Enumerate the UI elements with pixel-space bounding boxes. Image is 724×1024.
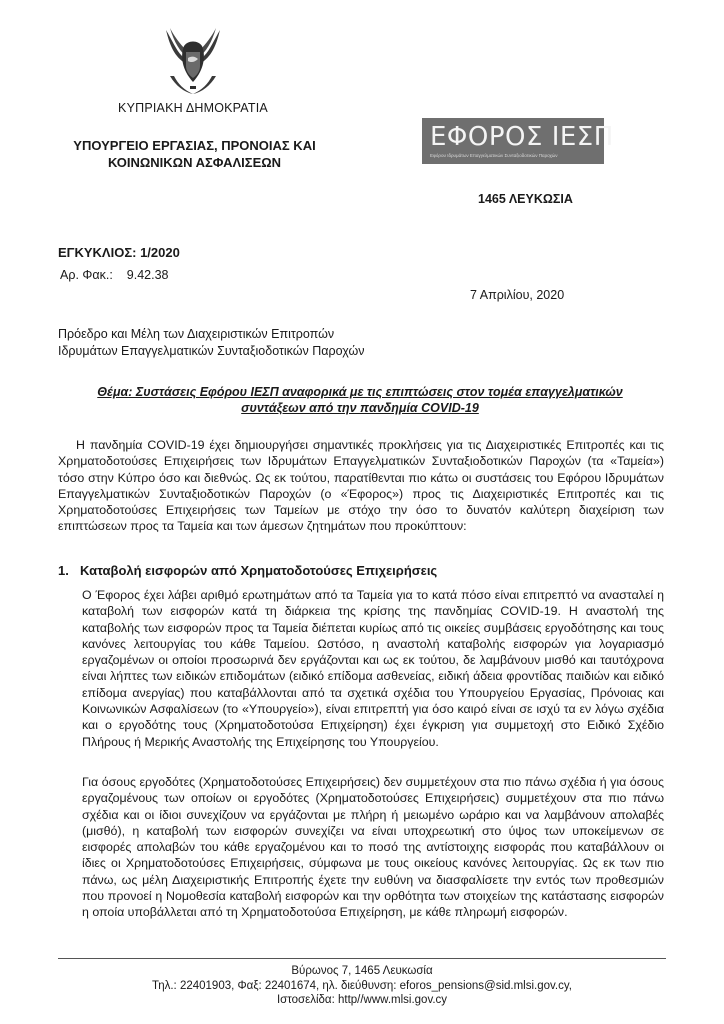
section-1-paragraph-1: Ο Έφορος έχει λάβει αριθμό ερωτημάτων από τα Ταμεία για το κατά πόσο είναι επιτρεπτό να ανασταλεί η καταβολή των εισφορών κατά τη διάρκεια της κρίσης της πανδημίας COVID-19. Η αναστολή της καταβολής των εισφορών προς τα Ταμεία διέπεται κυρίως από τις οικείες συμβάσεις εργοδότησης και τους κανόνες λειτουργίας του κάθε Ταμείου. Ωστόσο, η αναστολή καταβολής εισφορών για λογαριασμό εργαζομένων οι οποίοι προσωρινά δεν εργάζονται και ως εκ τούτου, δε λαμβάνουν μισθό και ταυτόχρονα είναι λήπτες των ειδικών επιδομάτων (ειδικό επίδομα ασθενείας, ειδική άδεια φροντίδας παιδιών και ειδικό επίδομα ανεργίας) που καταβάλλονται από τα σχετικά σχέδια του Υπουργείου Εργασίας, Πρόνοιας και Κοινωνικών Ασφαλίσεων (το «Υπουργείο»), είναι επιτρεπτή για όσο καιρό είναι σε ισχύ τα εν λόγω σχέδια και ο εργοδότης τους (Χρηματοδοτούσα Επιχείρηση) έχει έγκριση για συμμετοχή στο Ειδικό Σχέδιο Πλήρους ή Μερικής Αναστολής της Επιχείρησης του Υπουργείου. [82, 588, 664, 749]
subject-line-1: Θέμα: Συστάσεις Εφόρου ΙΕΣΠ αναφορικά με τις επιπτώσεις στον τομέα επαγγελματικών [97, 385, 623, 399]
logo-sub-text: Εφόρου Ιδρυμάτων Επαγγελματικών Συνταξιοδοτικών Παροχών [430, 153, 558, 158]
subject-heading [80, 384, 640, 416]
recipients-line-2: Ιδρυμάτων Επαγγελματικών Συνταξιοδοτικών Παροχών [58, 344, 365, 358]
intro-paragraph: Η πανδημία COVID-19 έχει δημιουργήσει σημαντικές προκλήσεις για τις Διαχειριστικές Επιτροπές και τις Χρηματοδοτούσες Επιχειρήσεις των Ιδρυμάτων Επαγγελματικών Συνταξιοδοτικών Παροχών (τα «Ταμεία») τόσο στην Κύπρο όσο και διεθνώς. Ως εκ τούτου, παρατίθενται πιο κάτω οι συστάσεις του Εφόρου Ιδρυμάτων Επαγγελματικών Συνταξιοδοτικών Παροχών (ο «Έφορος») προς τις Διαχειριστικές Επιτροπές και τις Χρηματοδοτούσες Επιχειρήσεις των Ταμείων με στόχο την όσο το δυνατόν καλύτερη διαχείριση των επιπτώσεων προς τα Ταμεία και των άμεσων ζητημάτων που προκύπτουν: [58, 438, 664, 534]
subject-line-2: συντάξεων από την πανδημία COVID-19 [241, 401, 479, 415]
footer-website[interactable]: Ιστοσελίδα: http//www.mlsi.gov.cy [276, 994, 448, 1006]
logo-main-text: ΕΦΟΡΟΣ ΙΕΣΠ [430, 122, 614, 152]
republic-title: ΚΥΠΡΙΑΚΗ ΔΗΜΟΚΡΑΤΙΑ [118, 101, 268, 115]
ministry-name [72, 137, 317, 171]
section-1-heading [58, 563, 437, 578]
ministry-line-2: ΚΟΙΝΩΝΙΚΩΝ ΑΣΦΑΛΙΣΕΩΝ [107, 155, 282, 170]
footer-divider [58, 958, 666, 959]
file-reference [60, 268, 169, 282]
cyprus-emblem-icon [160, 26, 226, 98]
file-reference-label: Αρ. Φακ.: [60, 268, 113, 282]
recipients-line-1: Πρόεδρο και Μέλη των Διαχειριστικών Επιτροπών [58, 327, 335, 341]
ministry-line-1: ΥΠΟΥΡΓΕΙΟ ΕΡΓΑΣΙΑΣ, ΠΡΟΝΟΙΑΣ ΚΑΙ [73, 138, 316, 153]
file-reference-value: 9.42.38 [126, 268, 169, 282]
document-date: 7 Απριλίου, 2020 [470, 288, 565, 302]
footer-address: Βύρωνος 7, 1465 Λευκωσία [291, 965, 433, 977]
section-1-number: 1. [58, 563, 69, 578]
city-postcode: 1465 ΛΕΥΚΩΣΙΑ [478, 192, 573, 206]
footer-contact: Τηλ.: 22401903, Φαξ: 22401674, ηλ. διεύθυνση: eforos_pensions@sid.mlsi.gov.cy, [152, 979, 572, 992]
footer [58, 964, 666, 1008]
circular-number: ΕΓΚΥΚΛΙΟΣ: 1/2020 [58, 245, 180, 260]
recipients [58, 326, 364, 360]
section-1-title: Καταβολή εισφορών από Χρηματοδοτούσες Επιχειρήσεις [80, 563, 438, 578]
section-1-paragraph-2: Για όσους εργοδότες (Χρηματοδοτούσες Επιχειρήσεις) δεν συμμετέχουν στα πιο πάνω σχέδια ή για όσους εργαζομένους των οποίων οι εργοδότες (Χρηματοδοτούσες Επιχειρήσεις) συμμετέχουν στα πιο πάνω σχέδια και οι ίδιοι συνεχίζουν να εργάζονται με πλήρη ή μειωμένο ωράριο και να λαμβάνουν απολαβές (μισθό), η καταβολή των εισφορών συνεχίζει να είναι υποχρεωτική στο ύψος των υποκείμενων σε εισφορές απολαβών του κάθε εργαζομένου και το ποσό της αντίστοιχης εισφοράς που καταβάλλουν οι ίδιες οι Χρηματοδοτούσες Επιχειρήσεις, σύμφωνα με τους οικείους κανόνες λειτουργίας. Ως εκ των πιο πάνω, ως μέλη Διαχειριστικής Επιτροπής έχετε την ευθύνη να διασφαλίσετε την εντός των προθεσμιών που προνοεί η Νομοθεσία καταβολή εισφορών και την ορθότητα των στοιχείων της κατάστασης εισφορών η οποία υποβάλλεται από τη Χρηματοδοτούσα Επιχείρηση, με κάθε πληρωμή εισφορών. [82, 775, 664, 920]
eforos-logo [422, 118, 614, 164]
